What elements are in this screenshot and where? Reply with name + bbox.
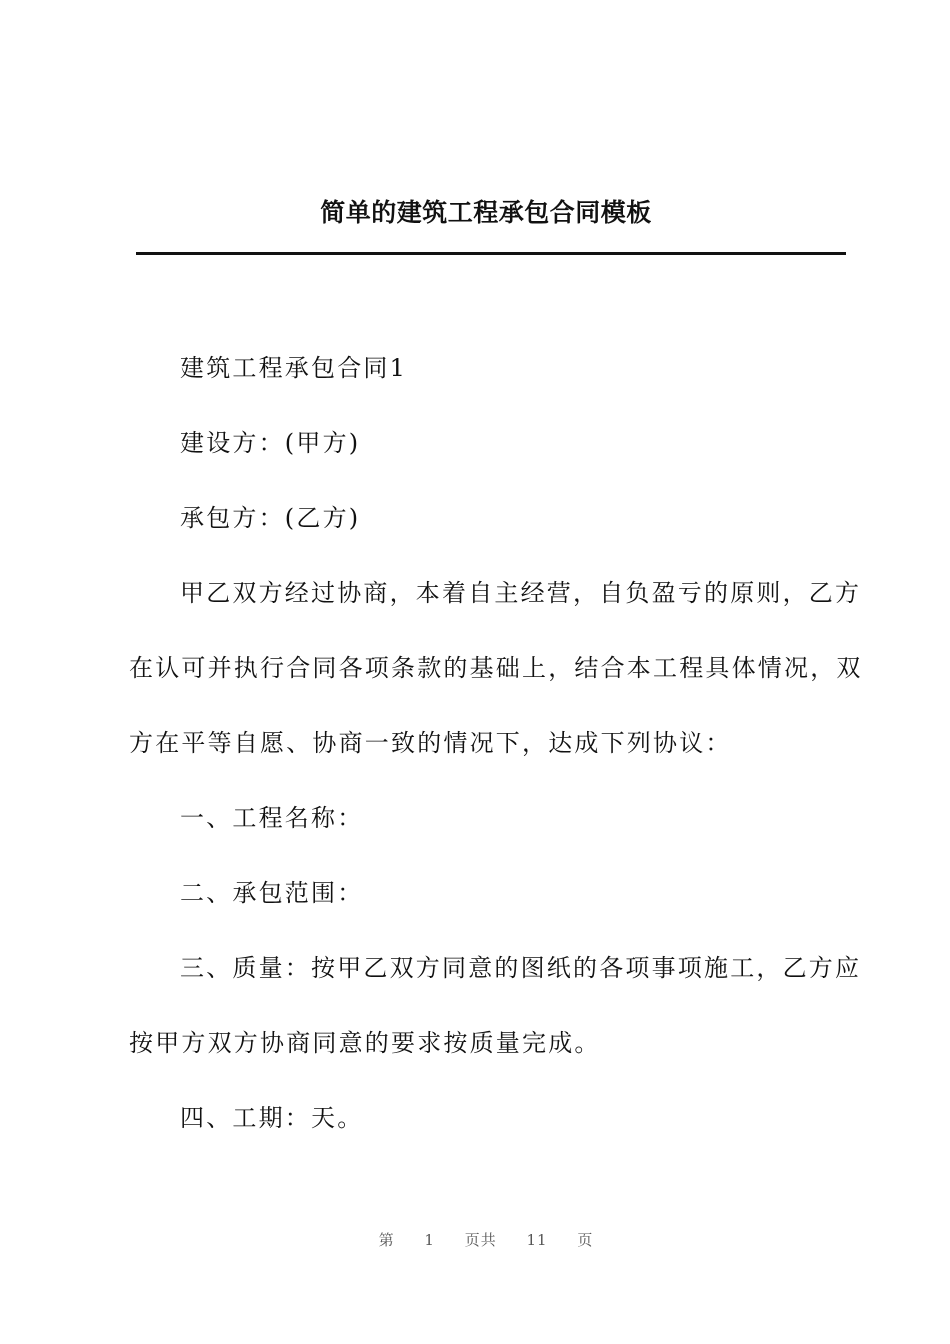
clause-quality-line-1: 三、质量：按甲乙双方同意的图纸的各项事项施工，乙方应 [180, 954, 862, 982]
clause-scope: 二、承包范围： [180, 879, 364, 907]
footer-current-page: 1 [424, 1231, 435, 1249]
clause-duration: 四、工期：天。 [180, 1104, 364, 1132]
clause-quality-line-2: 按甲方双方协商同意的要求按质量完成。 [129, 1029, 601, 1057]
preamble-line-1: 甲乙双方经过协商，本着自主经营，自负盈亏的原则，乙方 [180, 579, 862, 607]
page-title: 简单的建筑工程承包合同模板 [320, 198, 652, 227]
clause-project-name: 一、工程名称： [180, 804, 364, 832]
preamble-line-2: 在认可并执行合同各项条款的基础上，结合本工程具体情况，双 [129, 654, 863, 682]
contract-heading: 建筑工程承包合同1 [180, 354, 408, 382]
party-b-line: 承包方：(乙方) [180, 504, 361, 532]
page-footer [0, 1229, 950, 1250]
party-a-line: 建设方：(甲方) [180, 429, 361, 457]
preamble-line-3: 方在平等自愿、协商一致的情况下，达成下列协议： [129, 729, 732, 757]
footer-total-pages: 11 [526, 1231, 548, 1249]
title-underline [136, 252, 846, 255]
footer-prefix: 第 [378, 1231, 395, 1249]
footer-suffix: 页 [577, 1231, 594, 1249]
footer-middle: 页共 [464, 1231, 497, 1249]
